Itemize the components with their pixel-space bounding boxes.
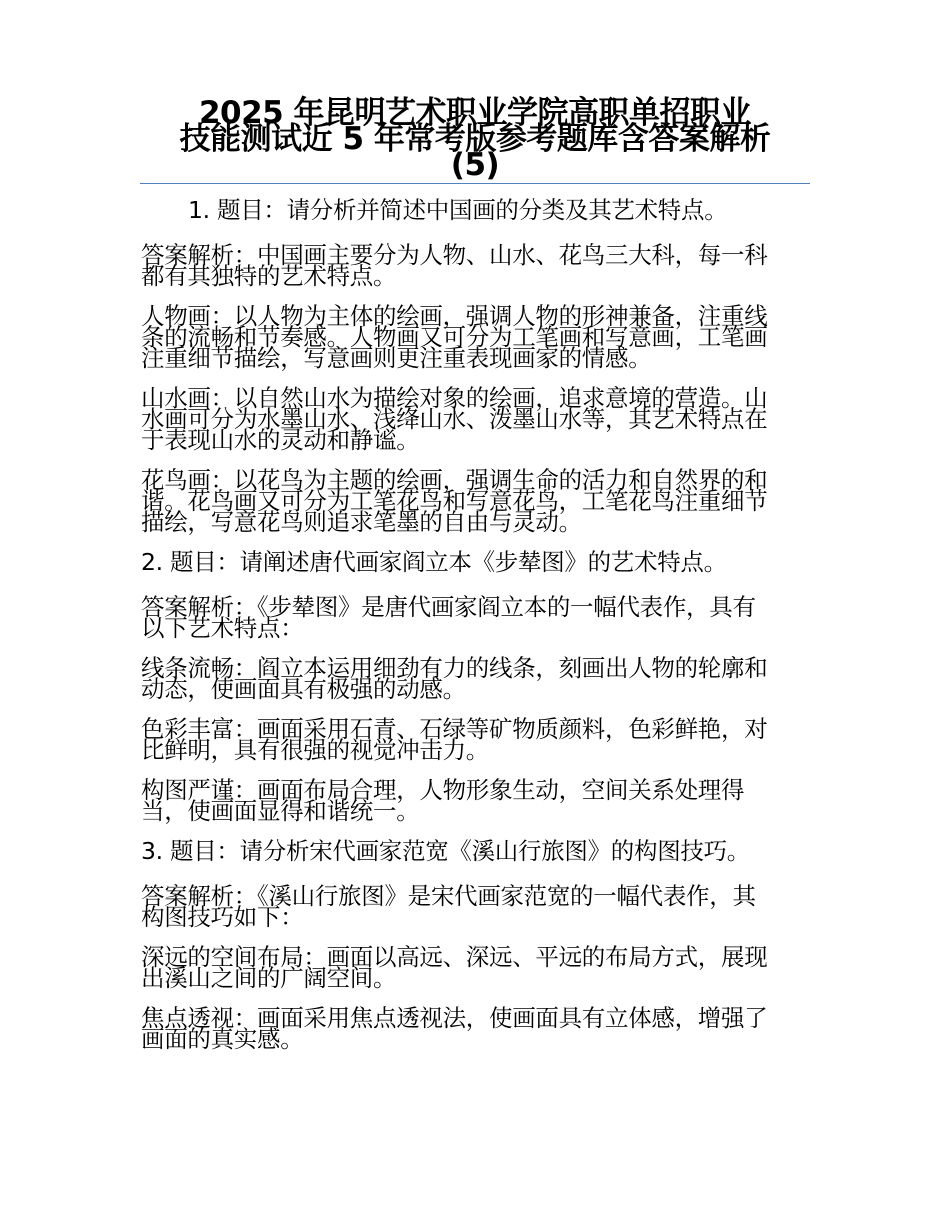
paragraph-line: 线条流畅：阎立本运用细劲有力的线条，刻画出人物的轮廓和 [141, 654, 768, 682]
answer-paragraph [141, 593, 811, 642]
paragraph-line: 答案解析：《溪山行旅图》是宋代画家范宽的一幅代表作，其 [141, 882, 756, 910]
document-body [141, 196, 811, 1069]
paragraph-line: 动态，使画面具有极强的动感。 [141, 675, 466, 703]
title-divider [140, 183, 810, 184]
title-line-3: (5) [450, 147, 500, 183]
paragraph-line: 都有其独特的艺术特点。 [141, 262, 397, 290]
answer-paragraph [141, 302, 811, 372]
answer-paragraph [141, 715, 811, 764]
paragraph-line: 3. 题目：请分析宋代画家范宽《溪山行旅图》的构图技巧。 [141, 837, 750, 865]
paragraph-line: 描绘，写意花鸟则追求笔墨的自由与灵动。 [141, 508, 582, 536]
paragraph-line: 深远的空间布局：画面以高远、深远、平远的布局方式，展现 [141, 943, 768, 971]
paragraph-line: 2. 题目：请阐述唐代画家阎立本《步辇图》的艺术特点。 [141, 548, 727, 576]
title-line-2: 技能测试近 5 年常考版参考题库含答案解析 [179, 121, 771, 157]
paragraph-line: 山水画：以自然山水为描绘对象的绘画，追求意境的营造。山 [141, 384, 768, 412]
paragraph-line: 人物画：以人物为主体的绘画，强调人物的形神兼备，注重线 [141, 302, 768, 330]
question-paragraph [141, 548, 811, 576]
answer-paragraph [141, 943, 811, 992]
answer-paragraph [141, 654, 811, 703]
paragraph-line: 比鲜明，具有很强的视觉冲击力。 [141, 736, 489, 764]
paragraph-line: 条的流畅和节奏感。人物画又可分为工笔画和写意画，工笔画 [141, 323, 768, 351]
paragraph-line: 出溪山之间的广阔空间。 [141, 964, 397, 992]
paragraph-line: 1. 题目：请分析并简述中国画的分类及其艺术特点。 [188, 196, 728, 224]
answer-paragraph [141, 1004, 811, 1053]
paragraph-line: 答案解析：《步辇图》是唐代画家阎立本的一幅代表作，具有 [141, 593, 756, 621]
question-paragraph [141, 196, 811, 224]
paragraph-line: 构图技巧如下： [141, 903, 304, 931]
answer-paragraph [141, 776, 811, 825]
paragraph-line: 水画可分为水墨山水、浅绛山水、泼墨山水等，其艺术特点在 [141, 405, 768, 433]
answer-paragraph [141, 384, 811, 454]
paragraph-line: 焦点透视：画面采用焦点透视法，使画面具有立体感，增强了 [141, 1004, 768, 1032]
paragraph-line: 注重细节描绘，写意画则更注重表现画家的情感。 [141, 344, 652, 372]
paragraph-line: 以下艺术特点： [141, 614, 304, 642]
answer-paragraph [141, 466, 811, 536]
paragraph-line: 花鸟画：以花鸟为主题的绘画，强调生命的活力和自然界的和 [141, 466, 768, 494]
paragraph-line: 构图严谨：画面布局合理，人物形象生动，空间关系处理得 [141, 776, 745, 804]
document-title [140, 95, 810, 183]
paragraph-line: 谐。花鸟画又可分为工笔花鸟和写意花鸟，工笔花鸟注重细节 [141, 487, 768, 515]
paragraph-line: 当，使画面显得和谐统一。 [141, 797, 420, 825]
paragraph-line: 色彩丰富：画面采用石青、石绿等矿物质颜料，色彩鲜艳，对 [141, 715, 768, 743]
paragraph-line: 答案解析：中国画主要分为人物、山水、花鸟三大科，每一科 [141, 241, 768, 269]
paragraph-line: 于表现山水的灵动和静谧。 [141, 426, 420, 454]
answer-paragraph [141, 882, 811, 931]
title-line-1: 2025 年昆明艺术职业学院高职单招职业 [198, 95, 752, 131]
paragraph-line: 画面的真实感。 [141, 1025, 304, 1053]
answer-paragraph [141, 241, 811, 290]
question-paragraph [141, 837, 811, 865]
